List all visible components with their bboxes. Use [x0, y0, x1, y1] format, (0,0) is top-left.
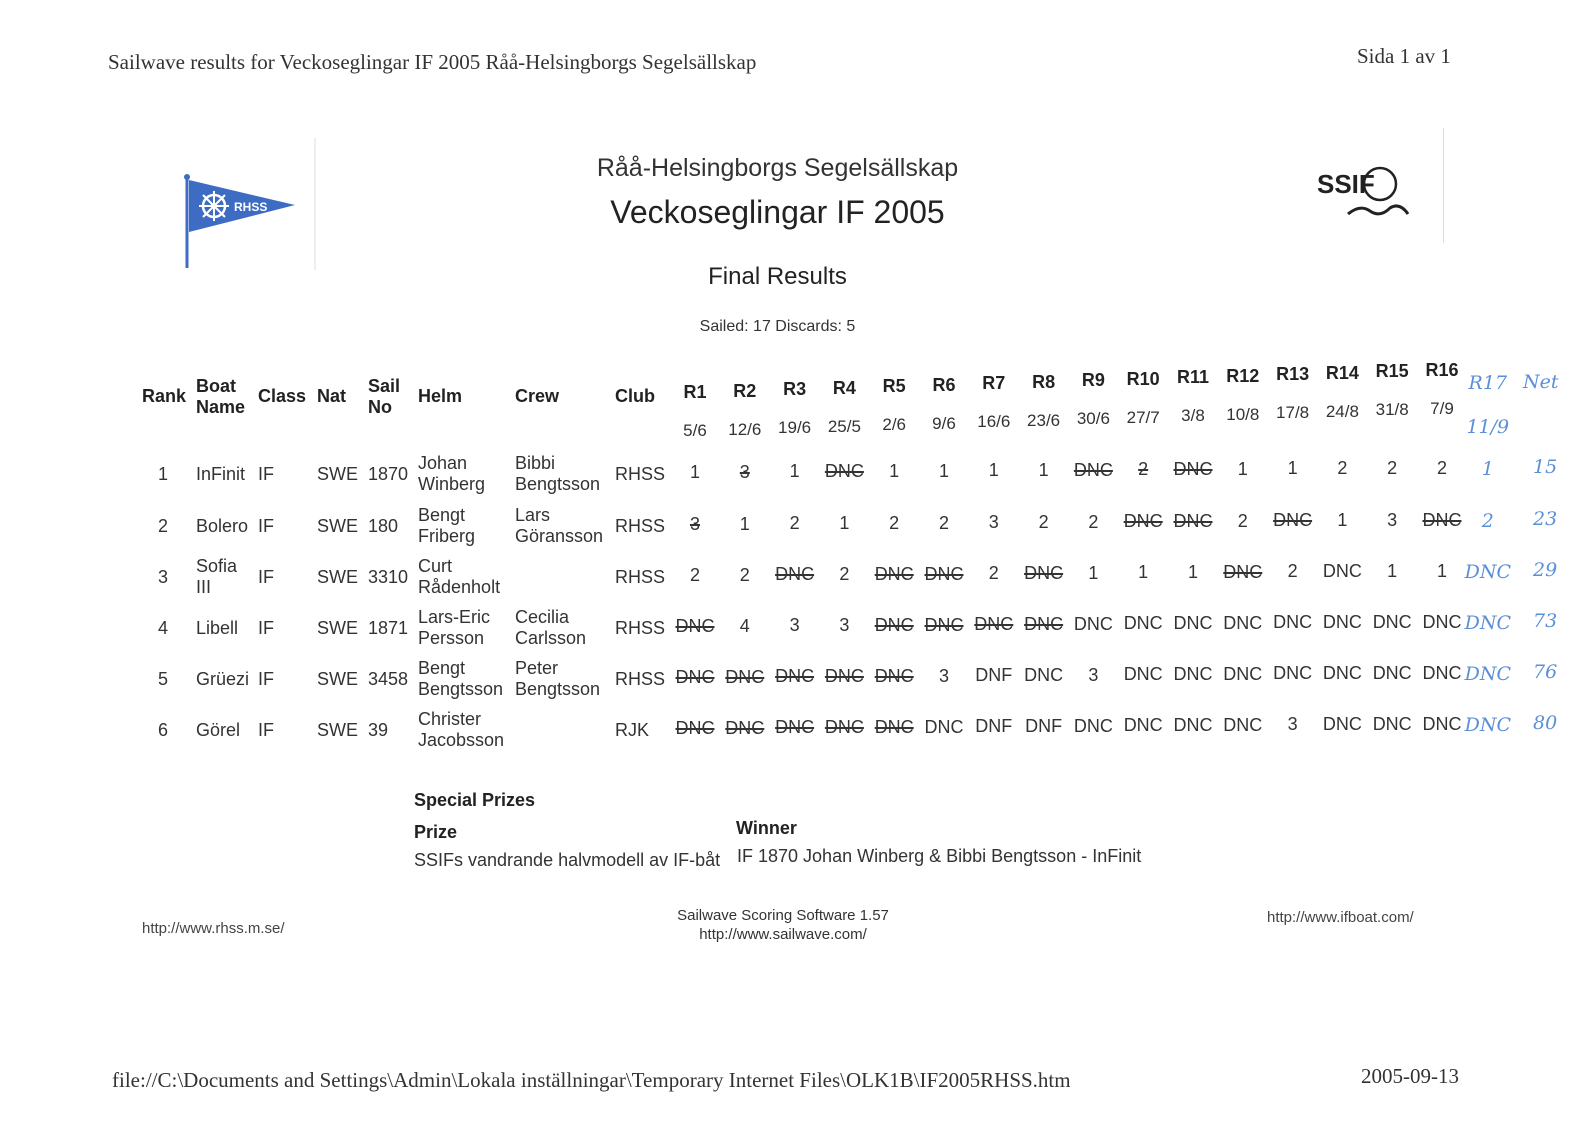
cell-class: IF [258, 669, 274, 689]
race-date: 12/6 [728, 419, 762, 439]
cell-nat: SWE [317, 669, 359, 689]
cell-rank: 4 [158, 618, 169, 638]
race-score: DNC [1322, 561, 1362, 582]
race-score: 3 [789, 615, 800, 636]
cell-crew: Cecilia Carlsson [515, 607, 587, 648]
race-date: 25/5 [827, 416, 861, 436]
sailed-discards-summary: Sailed: 17 Discards: 5 [699, 318, 856, 335]
race-score: 2 [1088, 511, 1099, 532]
handwritten-r17-score: 2 [1481, 510, 1494, 532]
race-score: DNC [1123, 511, 1163, 532]
race-score: DNF [975, 716, 1013, 737]
race-header: R9 [1081, 370, 1105, 391]
race-score: DNC [675, 718, 715, 738]
race-date: 19/6 [778, 418, 812, 437]
race-score: DNC [924, 563, 964, 584]
race-score: 3 [1088, 664, 1099, 685]
race-date: 5/6 [683, 421, 707, 440]
race-score: DNC [1422, 713, 1462, 734]
handwritten-race-header: R17 [1468, 372, 1508, 394]
race-score: DNC [1024, 613, 1064, 634]
rhss-website-link[interactable]: http://www.rhss.m.se/ [142, 920, 285, 937]
cell-nat: SWE [317, 464, 359, 484]
cell-club: RHSS [615, 618, 666, 638]
race-header: R8 [1032, 371, 1056, 392]
print-header-title: Sailwave results for Veckoseglingar IF 2005 Råå-Helsingborgs Segelsällskap [108, 50, 757, 74]
race-score: DNC [974, 614, 1014, 635]
race-score: DNF [975, 665, 1013, 686]
cell-crew: Peter Bengtsson [515, 658, 601, 699]
race-score: DNC [1273, 663, 1313, 684]
race-date: 23/6 [1027, 410, 1061, 430]
race-score: DNC [1322, 663, 1362, 684]
cell-club: RHSS [615, 516, 666, 536]
race-score: DNC [1322, 714, 1362, 735]
race-score: 3 [839, 615, 850, 636]
column-header: Class [258, 386, 307, 406]
handwritten-net-score: 80 [1533, 712, 1558, 734]
race-score: 1 [988, 460, 999, 481]
race-header: R7 [982, 373, 1006, 394]
handwritten-net-score: 23 [1533, 508, 1558, 530]
race-score: DNC [1422, 509, 1462, 530]
cell-sail: 39 [368, 720, 389, 740]
race-header: R16 [1425, 359, 1459, 380]
race-header: R2 [733, 380, 757, 401]
race-score: 1 [1387, 560, 1398, 581]
race-score: 2 [739, 564, 750, 585]
column-header: Rank [142, 386, 187, 406]
race-score: 1 [1337, 510, 1348, 531]
race-score: 2 [988, 563, 999, 584]
handwritten-r17-score: 1 [1481, 458, 1494, 480]
race-date: 24/8 [1325, 401, 1359, 421]
cell-club: RJK [615, 720, 650, 740]
race-score: 2 [938, 512, 950, 533]
results-title: Final Results [708, 263, 847, 290]
cell-club: RHSS [615, 464, 666, 484]
race-score: 1 [839, 513, 850, 534]
race-score: DNC [1372, 662, 1412, 683]
race-header: R12 [1226, 365, 1260, 386]
prize-column-header: Prize [414, 822, 458, 842]
race-score: DNC [874, 665, 914, 686]
race-score: DNC [924, 614, 964, 635]
cell-helm: Lars-Eric Persson [418, 607, 491, 648]
cell-rank: 3 [158, 567, 169, 587]
race-score: 2 [1287, 561, 1298, 582]
race-score: DNC [924, 716, 964, 737]
race-score: DNC [1073, 613, 1113, 634]
cell-helm: Johan Winberg [418, 453, 486, 494]
race-score: 3 [988, 512, 999, 533]
race-header: R3 [783, 379, 807, 399]
race-date: 30/6 [1076, 409, 1110, 429]
cell-rank: 5 [158, 669, 169, 689]
race-date: 31/8 [1375, 400, 1409, 420]
sailwave-link[interactable]: http://www.sailwave.com/ [699, 926, 867, 943]
race-date: 9/6 [932, 413, 956, 433]
cell-class: IF [258, 516, 274, 536]
column-header: Sail No [368, 376, 401, 417]
race-score: 3 [1387, 509, 1398, 530]
race-date: 3/8 [1181, 406, 1205, 426]
race-score: DNC [1372, 611, 1412, 632]
race-score: DNC [725, 666, 765, 687]
cell-boat: Libell [196, 618, 239, 638]
race-score: DNC [1273, 510, 1313, 531]
race-score: DNC [775, 717, 815, 738]
prize-winner: IF 1870 Johan Winberg & Bibbi Bengtsson - InFinit [737, 846, 1142, 866]
race-header: R13 [1276, 364, 1310, 385]
cell-crew: Lars Göransson [515, 505, 604, 546]
race-score: 2 [1237, 510, 1248, 531]
race-score: DNC [1173, 511, 1213, 531]
race-score: 2 [689, 565, 701, 585]
race-score: 1 [1088, 562, 1099, 583]
column-header: Club [615, 386, 655, 406]
race-score: 1 [889, 460, 900, 481]
handwritten-net-score: 73 [1533, 610, 1558, 632]
handwritten-r17-score: DNC [1464, 561, 1511, 583]
race-score: 2 [1038, 511, 1049, 532]
race-score: DNC [874, 716, 914, 737]
cell-boat: InFinit [196, 464, 246, 484]
race-score: DNC [824, 666, 864, 687]
race-score: DNC [1223, 561, 1263, 582]
cell-rank: 1 [158, 464, 169, 484]
race-score: DNC [675, 616, 715, 636]
cell-boat: Görel [196, 720, 241, 740]
race-score: 3 [739, 461, 750, 482]
race-score: DNC [1223, 663, 1263, 684]
race-score: DNC [1422, 611, 1462, 632]
race-score: DNC [1123, 664, 1163, 685]
race-score: DNC [775, 666, 815, 687]
race-score: 2 [889, 512, 900, 533]
race-score: 1 [1237, 458, 1248, 479]
cell-class: IF [258, 618, 274, 638]
cell-nat: SWE [317, 618, 359, 638]
race-score: DNC [1073, 715, 1113, 736]
cell-club: RHSS [615, 567, 666, 587]
software-credit [600, 906, 966, 944]
cell-boat: Grüezi [196, 669, 250, 689]
cell-crew: Bibbi Bengtsson [515, 453, 601, 494]
handwritten-net-score: 29 [1533, 559, 1558, 581]
handwritten-race-date: 11/9 [1466, 416, 1510, 438]
race-score: DNC [725, 717, 765, 738]
cell-helm: Curt Rådenholt [418, 556, 501, 597]
race-score: DNC [1123, 613, 1163, 634]
race-header: R14 [1325, 362, 1359, 383]
race-header: R6 [932, 374, 956, 395]
race-score: 2 [1387, 457, 1398, 478]
race-score: DNF [1025, 715, 1063, 736]
handwritten-net-score: 15 [1533, 456, 1558, 478]
race-date: 7/9 [1430, 398, 1454, 418]
race-score: 1 [1436, 560, 1448, 581]
race-score: DNC [1173, 613, 1213, 633]
race-header: R5 [882, 376, 906, 397]
race-score: DNC [1024, 562, 1064, 583]
cell-nat: SWE [317, 516, 359, 536]
race-date: 27/7 [1126, 407, 1160, 427]
race-score: 4 [739, 615, 750, 636]
ifboat-website-link[interactable]: http://www.ifboat.com/ [1267, 909, 1414, 926]
race-header: R11 [1176, 367, 1210, 388]
race-score: DNC [1073, 459, 1113, 480]
race-score: DNC [1173, 664, 1213, 684]
cell-nat: SWE [317, 720, 359, 740]
race-score: DNC [675, 667, 715, 687]
race-score: DNC [1173, 459, 1213, 479]
print-footer-path: file://C:\Documents and Settings\Admin\Lokala inställningar\Temporary Internet Files\OLK1B\IF2005RHSS.htm [112, 1068, 1071, 1092]
race-score: DNC [1223, 714, 1263, 735]
cell-sail: 180 [368, 516, 399, 536]
race-score: 3 [689, 514, 701, 534]
race-score: 2 [1138, 459, 1149, 480]
race-header: R15 [1375, 361, 1409, 382]
cell-club: RHSS [615, 669, 666, 689]
cell-boat: Sofia III [196, 556, 238, 597]
race-score: DNC [1123, 715, 1163, 736]
race-score: 3 [938, 665, 950, 686]
column-header: Nat [317, 386, 347, 406]
race-score: 2 [789, 513, 800, 534]
cell-helm: Bengt Bengtsson [418, 658, 504, 699]
race-header: R10 [1126, 368, 1160, 389]
race-score: DNC [874, 614, 914, 635]
race-date: 2/6 [882, 415, 907, 435]
ssif-logo-text: SSIF [1317, 169, 1375, 199]
race-score: DNC [824, 461, 864, 482]
handwritten-net-score: 76 [1533, 661, 1558, 683]
print-footer-date: 2005-09-13 [1361, 1064, 1459, 1088]
race-score: 1 [938, 460, 950, 481]
cell-class: IF [258, 464, 274, 484]
org-name: Råå-Helsingborgs Segelsällskap [596, 154, 959, 182]
page-number: Sida 1 av 1 [1357, 44, 1451, 68]
handwritten-net-header: Net [1523, 371, 1559, 393]
race-score: DNC [874, 563, 914, 584]
cell-class: IF [258, 567, 274, 587]
race-score: 3 [1287, 714, 1298, 735]
cell-helm: Bengt Friberg [418, 505, 476, 546]
race-score: 2 [1337, 458, 1348, 479]
race-header: R4 [832, 377, 856, 398]
rhss-flag-text: RHSS [234, 200, 268, 214]
race-score: DNC [1322, 612, 1362, 633]
race-score: 1 [789, 461, 800, 482]
race-score: 1 [1287, 458, 1298, 479]
cell-rank: 2 [158, 516, 169, 536]
cell-nat: SWE [317, 567, 359, 587]
race-date: 16/6 [977, 412, 1011, 432]
cell-rank: 6 [158, 720, 169, 740]
race-score: 2 [839, 564, 850, 585]
cell-sail: 3458 [368, 669, 409, 689]
column-header: Crew [515, 386, 560, 406]
race-date: 17/8 [1276, 403, 1310, 423]
race-score: 2 [1436, 457, 1448, 478]
handwritten-r17-score: DNC [1464, 612, 1511, 634]
race-score: DNC [1372, 713, 1412, 734]
race-score: DNC [1422, 662, 1462, 683]
race-date: 10/8 [1226, 404, 1260, 424]
race-score: DNC [1173, 715, 1213, 735]
race-score: 1 [1038, 459, 1049, 480]
software-name: Sailwave Scoring Software 1.57 [677, 907, 889, 924]
cell-helm: Christer Jacobsson [418, 709, 505, 750]
cell-boat: Bolero [196, 516, 249, 536]
race-score: 1 [1138, 562, 1149, 583]
column-header: Helm [418, 386, 463, 406]
race-score: DNC [775, 564, 815, 585]
handwritten-r17-score: DNC [1464, 714, 1511, 736]
race-score: 1 [1187, 562, 1199, 582]
cell-sail: 1870 [368, 464, 409, 484]
prize-name: SSIFs vandrande halvmodell av IF-båt [414, 850, 721, 870]
race-score: DNC [1024, 664, 1064, 685]
handwritten-r17-score: DNC [1464, 663, 1511, 685]
race-score: DNC [1273, 612, 1313, 633]
cell-sail: 3310 [368, 567, 409, 587]
event-title: Veckoseglingar IF 2005 [610, 194, 945, 230]
race-score: DNC [824, 717, 864, 738]
cell-class: IF [258, 720, 274, 740]
race-score: 1 [739, 513, 750, 534]
race-header: R1 [683, 382, 707, 402]
special-prizes-title: Special Prizes [414, 790, 536, 810]
race-score: 1 [689, 462, 701, 482]
race-score: DNC [1223, 612, 1263, 633]
column-header: Boat Name [196, 376, 246, 417]
winner-column-header: Winner [736, 818, 797, 838]
cell-sail: 1871 [368, 618, 409, 638]
